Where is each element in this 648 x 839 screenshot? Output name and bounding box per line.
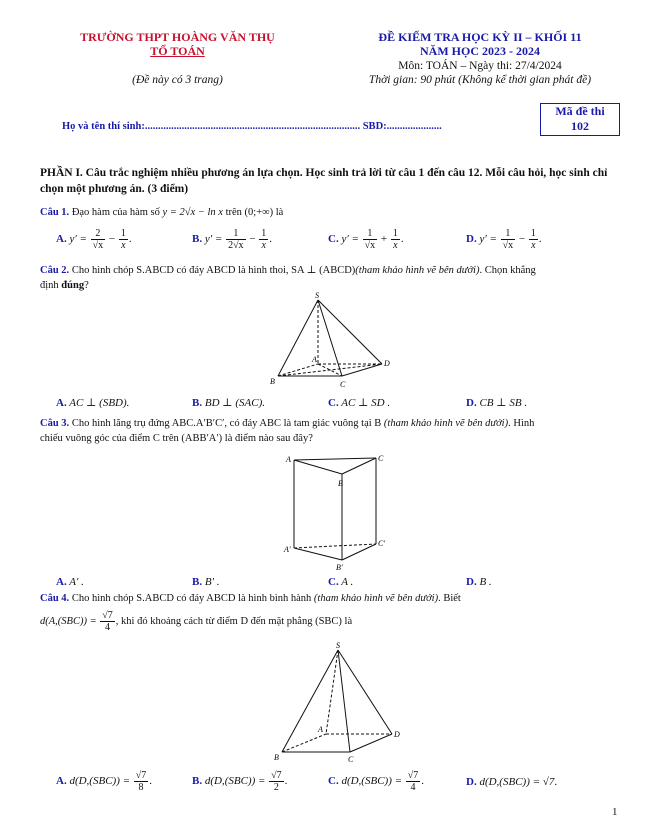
q3-stem: Câu 3. Cho hình lăng trụ đứng ABC.A′B′C′, có đáy ABC là tam giác vuông tại B (tham khảo hình vẽ bên dưới). Hình chiếu vuông góc của điểm C trên (ABB′A′) là điểm nào sau đây? [40, 418, 535, 444]
fraction: $\frac{1}{√x}$ [364, 228, 376, 251]
q4-option-c[interactable]: C. d(D,(SBC)) = $\frac{√7}{4}$ . [328, 770, 425, 793]
q4-label-c: C [348, 755, 354, 764]
school-name: TRƯỜNG THPT HOÀNG VĂN THỤ [80, 30, 275, 44]
q3-option-d[interactable]: D. B . [466, 576, 492, 588]
fraction: $\frac{1}{x}$ [261, 228, 267, 251]
q2-label-s: S [315, 292, 319, 300]
q4-option-a[interactable]: A. d(D,(SBC)) = $\frac{√7}{8}$ . [56, 770, 153, 793]
subject-date: Môn: TOÁN – Ngày thi: 27/4/2024 [398, 60, 562, 72]
q4-option-d[interactable]: D. d(D,(SBC)) = √7. [466, 776, 558, 788]
q1-function: y = 2√x − ln x [162, 207, 223, 218]
pages-note: (Đề này có 3 trang) [132, 74, 223, 86]
fraction: $\frac{1}{2√x}$ [228, 228, 244, 251]
q1-option-a[interactable]: A. y′ = $\frac{2}{√x}$ − $\frac{1}{x}$ . [56, 228, 132, 251]
q1-stem [40, 205, 283, 220]
q1-option-b[interactable]: B. y′ = $\frac{1}{2√x}$ − $\frac{1}{x}$ . [192, 228, 273, 251]
q2-option-b[interactable]: B. BD ⊥ (SAC). [192, 397, 265, 409]
q1-option-c[interactable]: C. y′ = $\frac{1}{√x}$ + $\frac{1}{x}$ . [328, 228, 404, 251]
q4-label-b: B [274, 753, 279, 762]
q4-label-d: D [394, 730, 400, 739]
q2-option-d[interactable]: D. CB ⊥ SB . [466, 397, 528, 409]
q4-label: Câu 4. [40, 593, 70, 604]
q3-label: Câu 3. [40, 418, 70, 429]
part1-title: PHẦN I. Câu trắc nghiệm nhiều phương án lựa chọn. Học sinh trả lời từ câu 1 đến câu 12. Mỗi câu hỏi, học sinh chỉ chọn một phương án. (3 điểm) [40, 167, 608, 195]
q3-prism-figure [280, 450, 390, 575]
q4-label-s: S [336, 641, 340, 650]
q3-option-c[interactable]: C. A . [328, 576, 354, 588]
q4-pyramid-figure [270, 640, 410, 765]
q3-label-a: A [286, 455, 291, 464]
fraction: $\frac{1}{√x}$ [502, 228, 514, 251]
q2-label: Câu 2. [40, 265, 70, 276]
fraction: $\frac{1}{x}$ [392, 228, 398, 251]
q1-text: Đạo hàm của hàm số [71, 207, 160, 218]
exam-code-label: Mã đề thi [555, 104, 605, 118]
q2-label-c: C [340, 380, 346, 389]
exam-code-box [540, 103, 620, 136]
q2-option-c[interactable]: C. AC ⊥ SD . [328, 397, 391, 409]
page-number: 1 [612, 806, 618, 818]
q4-label-a: A [318, 725, 323, 734]
q2-option-a[interactable]: A. AC ⊥ (SBD). [56, 397, 130, 409]
fraction: $\frac{√7}{4}$ [407, 770, 419, 793]
candidate-name-line: Họ và tên thí sinh:.................................................................................. SBD:..................... [62, 121, 442, 132]
time-note: Thời gian: 90 phút (Không kể thời gian phát đề) [368, 74, 592, 86]
fraction: $\frac{1}{x}$ [530, 228, 536, 251]
q2-stem: Câu 2. Cho hình chóp S.ABCD có đáy ABCD là hình thoi, SA ⊥ (ABCD)(tham khảo hình vẽ bên dưới). Chọn khẳng định đúng? [40, 265, 536, 291]
fraction: $\frac{√7}{2}$ [271, 770, 282, 793]
q3-option-a[interactable]: A. A′ . [56, 576, 84, 588]
school-year: NĂM HỌC 2023 - 2024 [420, 44, 540, 58]
q3-label-a-prime: A′ [284, 545, 291, 554]
q4-option-b[interactable]: B. d(D,(SBC)) = $\frac{√7}{2}$ . [192, 770, 288, 793]
fraction: $\frac{2}{√x}$ [92, 228, 104, 251]
q4-stem: Câu 4. Cho hình chóp S.ABCD có đáy ABCD là hình bình hành (tham khảo hình vẽ bên dưới). Biết [40, 593, 461, 604]
fraction: $\frac{√7}{4}$ [102, 610, 113, 633]
exam-title: ĐỀ KIỂM TRA HỌC KỲ II – KHỐI 11 [378, 30, 582, 44]
q2-label-b: B [270, 377, 275, 386]
q3-label-b: B [338, 479, 343, 488]
q2-pyramid-figure [260, 292, 400, 392]
q1-label: Câu 1. [40, 207, 70, 218]
q1-option-d[interactable]: D. y′ = $\frac{1}{√x}$ − $\frac{1}{x}$ . [466, 228, 542, 251]
q3-label-c-prime: C′ [378, 539, 386, 548]
q3-option-b[interactable]: B. B′ . [192, 576, 220, 588]
fraction: $\frac{1}{x}$ [120, 228, 126, 251]
q3-label-b-prime: B′ [336, 563, 343, 572]
q1-domain: trên (0;+∞) là [225, 207, 284, 218]
department: TỔ TOÁN [150, 44, 205, 58]
q4-given: d(A,(SBC)) = $\frac{√7}{4}$ , khi đó khoảng cách từ điểm D đến mặt phẳng (SBC) là [40, 610, 353, 633]
fraction: $\frac{√7}{8}$ [135, 770, 147, 793]
q2-label-a: A [312, 355, 317, 364]
q2-label-d: D [384, 359, 390, 368]
exam-code-value: 102 [571, 119, 589, 133]
q3-label-c: C [378, 454, 384, 463]
